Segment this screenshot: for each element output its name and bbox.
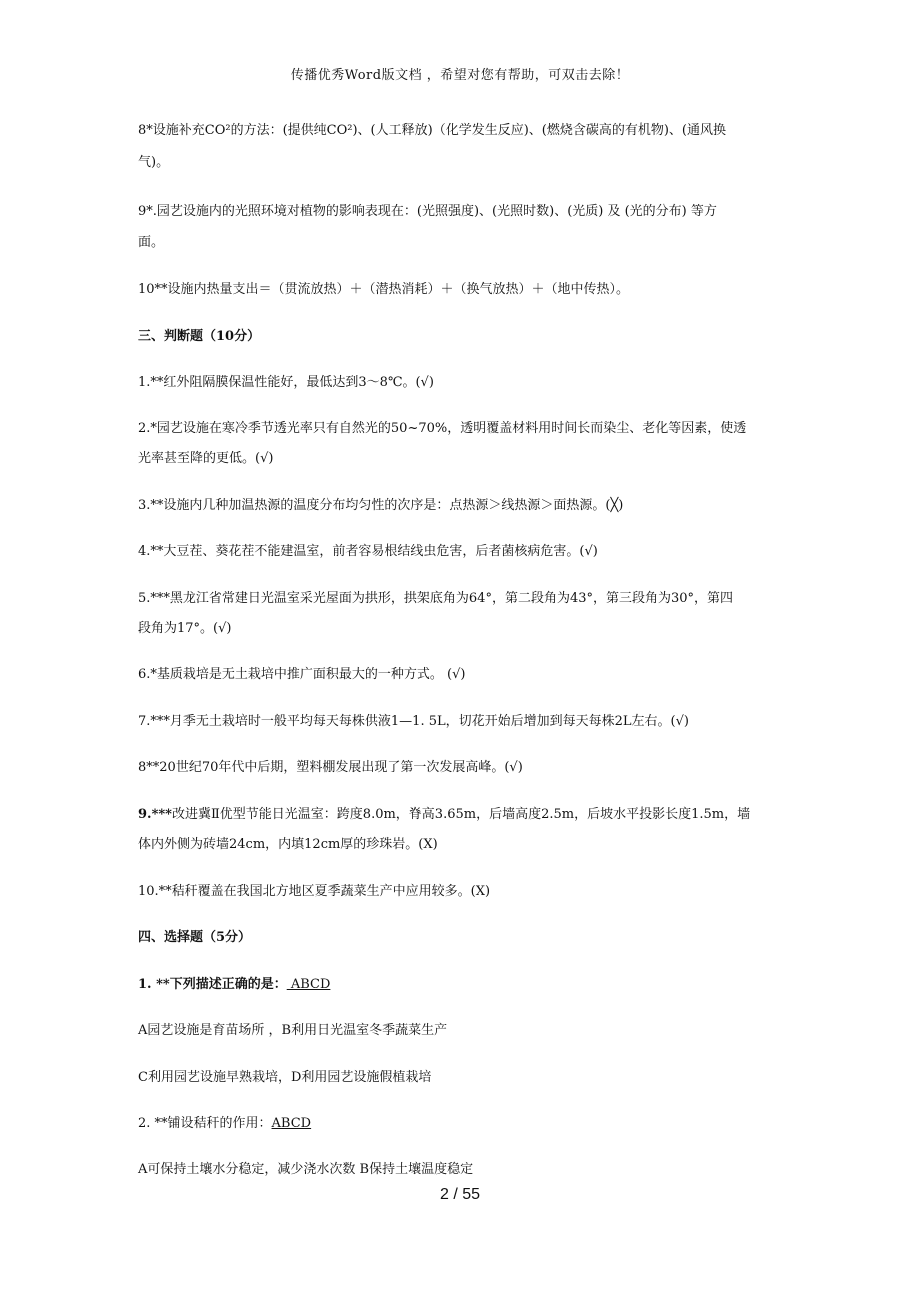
judge-1: 1.**红外阻隔膜保温性能好，最低达到3～8℃。(√)	[138, 375, 434, 390]
judge-2-line-2: 光率甚至降的更低。(√)	[138, 451, 274, 466]
q9-line-2: 面。	[138, 235, 165, 250]
choice-1-prefix: 1. **下列描述正确的是：	[138, 977, 287, 992]
section-4-heading: 四、选择题（5分）	[138, 930, 252, 945]
choice-2-question	[138, 1115, 788, 1133]
judge-10: 10.**秸秆覆盖在我国北方地区夏季蔬菜生产中应用较多。(X)	[138, 884, 491, 899]
q8-line-2: 气)。	[138, 155, 170, 170]
choice-1-options-line-1: A园艺设施是育苗场所 ，B利用日光温室冬季蔬菜生产	[138, 1023, 448, 1038]
section-3-heading: 三、判断题（10分）	[138, 329, 261, 344]
judge-6: 6.*基质栽培是无土栽培中推广面积最大的一种方式。 (√)	[138, 667, 466, 682]
judge-5-line-1: 5.***黑龙江省常建日光温室采光屋面为拱形，拱架底角为64°，第二段角为43°，第三段角为30°，第四	[138, 591, 734, 606]
judge-8: 8**20世纪70年代中后期，塑料棚发展出现了第一次发展高峰。(√)	[138, 760, 523, 775]
choice-1-options-line-2: C利用园艺设施早熟栽培，D利用园艺设施假植栽培	[138, 1070, 432, 1085]
judge-4: 4.**大豆茬、葵花茬不能建温室，前者容易根结线虫危害，后者菌核病危害。(√)	[138, 544, 598, 559]
choice-1-question	[138, 976, 788, 994]
q9-line-1: 9*.园艺设施内的光照环境对植物的影响表现在：(光照强度)、(光照时数)、(光质) 及 (光的分布) 等方	[138, 204, 717, 219]
judge-9-line-1	[138, 806, 788, 824]
q8-line-1: 8*设施补充CO²的方法：(提供纯CO²)、(人工释放)（化学发生反应)、(燃烧含碳高的有机物)、(通风换	[138, 123, 726, 138]
judge-9-line-2: 体内外侧为砖墙24cm，内填12cm厚的珍珠岩。(X)	[138, 837, 438, 852]
page-header: 传播优秀Word版文档 ，希望对您有帮助，可双击去除！	[290, 68, 630, 83]
choice-2-prefix: 2. **铺设秸秆的作用：	[138, 1116, 272, 1131]
judge-5-line-2: 段角为17°。(√)	[138, 621, 232, 636]
judge-9-text: 改进冀Ⅱ优型节能日光温室：跨度8.0m，脊高3.65m，后墙高度2.5m，后坡水平投影长度1.5m，墙	[171, 807, 751, 822]
choice-2-options-line-1: A可保持土壤水分稳定，减少浇水次数 B保持土壤温度稳定	[138, 1162, 474, 1177]
judge-2-line-1: 2.*园艺设施在寒冷季节透光率只有自然光的50~70%，透明覆盖材料用时间长而染尘、老化等因素，使透	[138, 421, 747, 436]
q10-line: 10**设施内热量支出＝（贯流放热）＋（潜热消耗）＋（换气放热）＋（地中传热）。	[138, 282, 630, 297]
choice-1-answer: ABCD	[286, 977, 331, 992]
judge-3: 3.**设施内几种加温热源的温度分布均匀性的次序是：点热源＞线热源＞面热源。(╳)	[138, 498, 624, 513]
judge-9-prefix: 9.***	[138, 807, 172, 822]
page-number: 2 / 55	[439, 1186, 481, 1203]
choice-2-answer: ABCD	[271, 1116, 312, 1131]
judge-7: 7.***月季无土栽培时一般平均每天每株供液1—1. 5L，切花开始后增加到每天每株2L左右。(√)	[138, 714, 689, 729]
